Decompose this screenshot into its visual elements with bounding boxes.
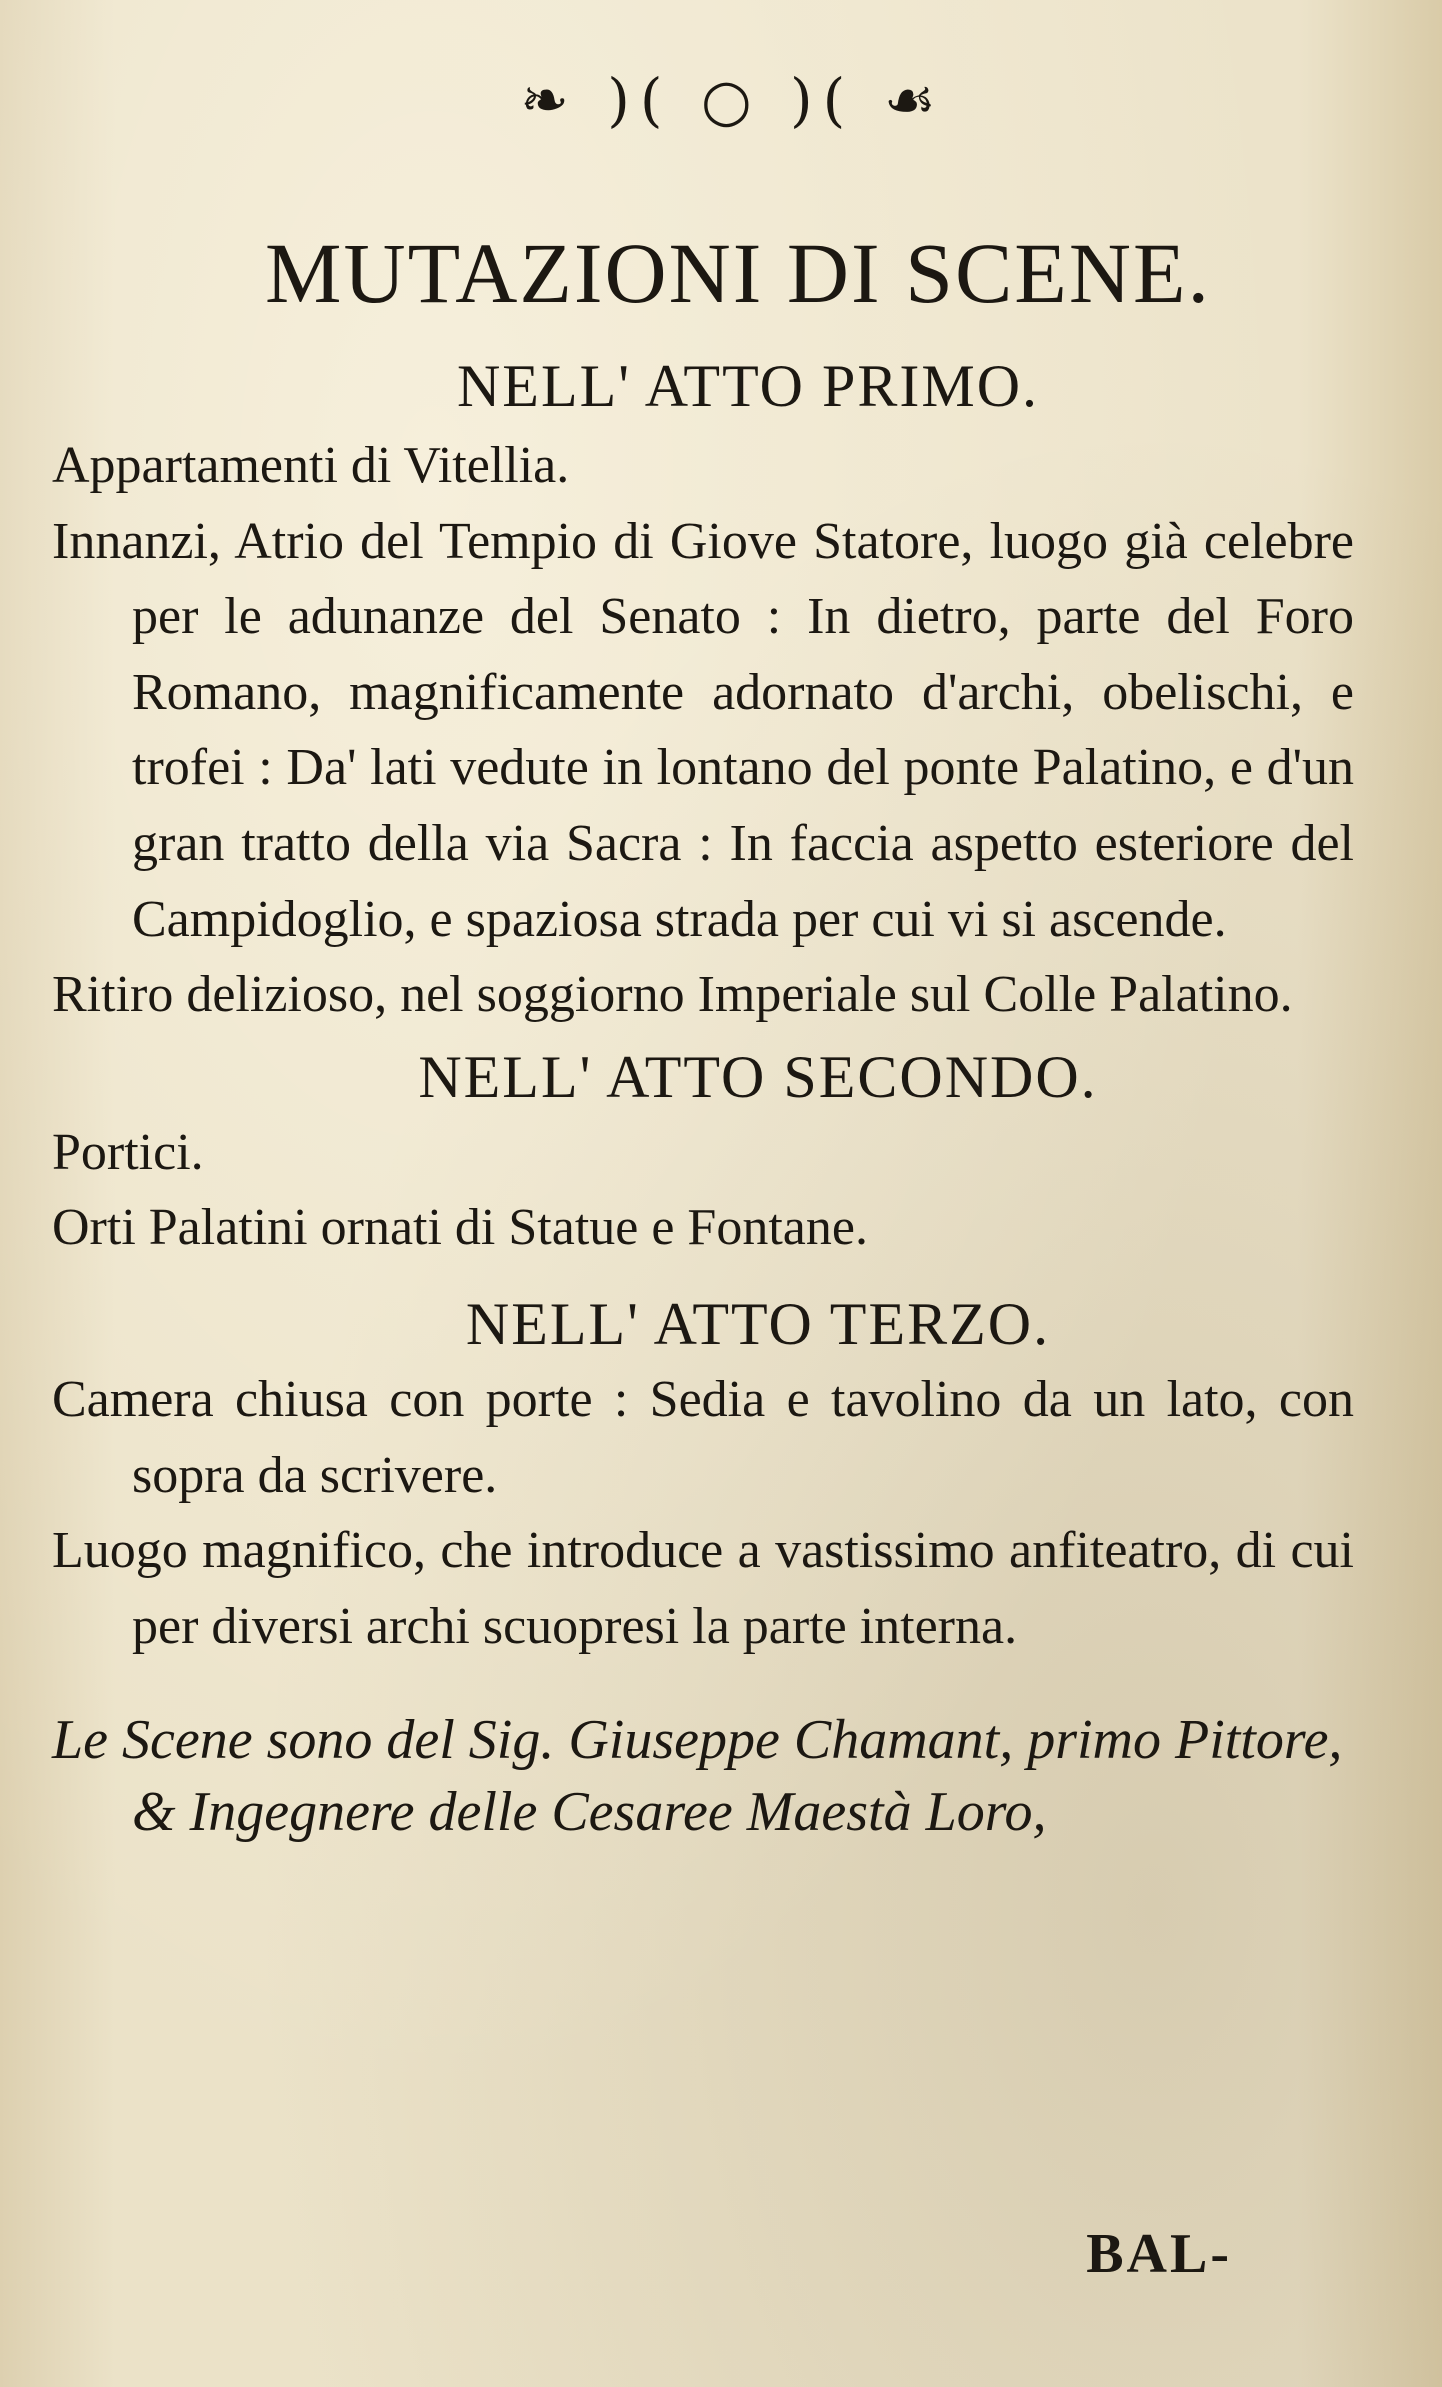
scene-item: Ritiro delizioso, nel soggiorno Imperiale sul Colle Palatino.: [52, 966, 1293, 1024]
scene-list-act-3: [52, 1362, 1354, 1664]
scene-item: Luogo magnifico, che introduce a vastissimo anfiteatro, di cui per diversi archi scuopresi la parte interna.: [52, 1522, 1354, 1655]
scene-item: Orti Palatini ornati di Statue e Fontane.: [52, 1199, 868, 1257]
headpiece-ornament: ❧ )( ○ )( ☙: [520, 66, 946, 134]
scene-item: Innanzi, Atrio del Tempio di Giove Statore, luogo già celebre per le adunanze del Senato : In dietro, parte del Foro Romano, magnificamente adornato d'archi, obelischi, e trofei : Da' lati vedute in lontano del ponte Palatino, e d'un gran tratto della via Sacra : In faccia aspetto esteriore del Campidoglio, e spaziosa strada per cui vi si ascende.: [52, 512, 1354, 948]
scene-list-act-1: [52, 428, 1354, 1033]
page-title: MUTAZIONI DI SCENE.: [265, 225, 1211, 321]
scene-item: Portici.: [52, 1123, 204, 1181]
scene-item: Appartamenti di Vitellia.: [52, 437, 570, 494]
act-heading: NELL' ATTO TERZO.: [465, 1290, 1051, 1357]
scene-item: Camera chiusa con porte : Sedia e tavolino da un lato, con sopra da scrivere.: [52, 1370, 1354, 1504]
scenery-credit: Le Scene sono del Sig. Giuseppe Chamant, primo Pittore, & Ingegnere delle Cesaree Maestà Loro,: [52, 1709, 1343, 1844]
scene-list-act-2: [52, 1115, 1354, 1266]
act-heading: NELL' ATTO SECONDO.: [418, 1043, 1098, 1110]
act-heading: NELL' ATTO PRIMO.: [456, 353, 1040, 419]
catchword: BAL-: [1086, 2223, 1232, 2285]
